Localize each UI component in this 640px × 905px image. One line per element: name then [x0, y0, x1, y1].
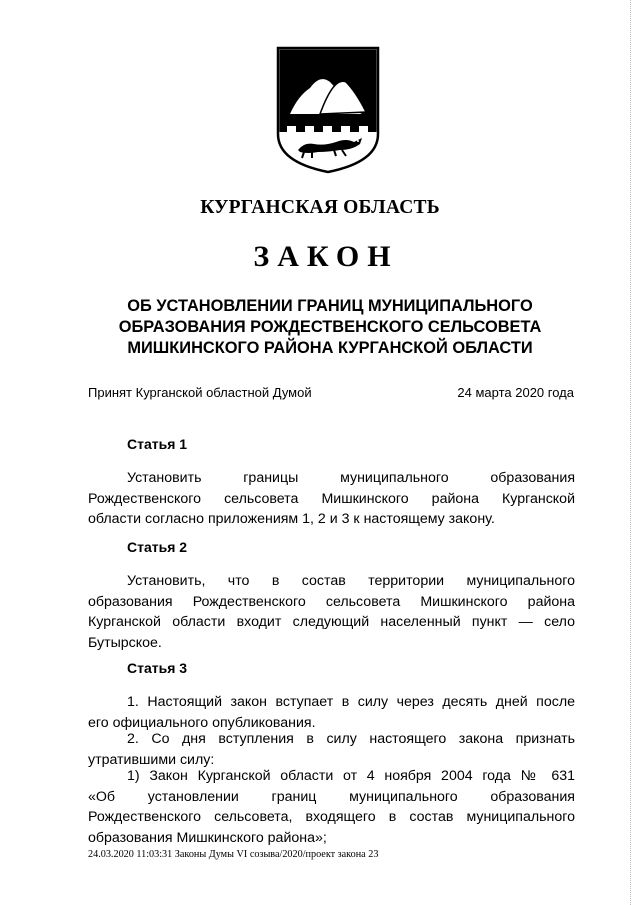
text-line: 1. Настоящий закон вступает в силу через десять дней после: [127, 694, 575, 710]
text-line: образования Мишкинского района»;: [88, 829, 327, 846]
law-subject-line: ОБ УСТАНОВЛЕНИИ ГРАНИЦ МУНИЦИПАЛЬНОГО: [127, 297, 533, 315]
text-line: утратившими силу:: [88, 751, 215, 768]
text-line: Установить, что в состав территории муниципального: [127, 573, 575, 589]
law-subject: [0, 296, 640, 359]
law-subject-line: МИШКИНСКОГО РАЙОНА КУРГАНСКОЙ ОБЛАСТИ: [127, 339, 533, 357]
article-3-para-1: [88, 692, 575, 733]
adoption-date: 24 марта 2020 года: [457, 385, 574, 400]
adoption-line: [88, 385, 574, 400]
article-3-para-3: [88, 766, 575, 848]
text-line: его официального опубликования.: [88, 714, 316, 731]
article-1-text: [88, 468, 575, 530]
text-line: 2. Со дня вступления в силу настоящего закона признать: [127, 731, 575, 747]
text-line: Бутырское.: [88, 634, 162, 651]
text-line: 1) Закон Курганской области от 4 ноября 2004 года № 631: [127, 768, 575, 784]
article-2-heading: Статья 2: [127, 539, 188, 555]
text-line: Рождественского сельсовета Мишкинского района Курганской: [88, 490, 575, 507]
article-3-heading: Статья 3: [127, 660, 188, 676]
text-line: области согласно приложениям 1, 2 и 3 к настоящему закону.: [88, 511, 495, 527]
text-line: Курганской области входит следующий населенный пункт — село: [88, 614, 575, 630]
text-line: образования Рождественского сельсовета Мишкинского района: [88, 593, 575, 610]
law-title: ЗАКОН: [253, 240, 399, 273]
document-footer: 24.03.2020 11:03:31 Законы Думы VI созыва/2020/проект закона 23: [88, 849, 379, 860]
coat-of-arms-emblem: [276, 46, 380, 174]
page-edge-line: [630, 0, 631, 905]
text-line: Установить границы муниципального образования: [127, 470, 575, 486]
article-1-heading: Статья 1: [127, 436, 188, 452]
law-subject-line: ОБРАЗОВАНИЯ РОЖДЕСТВЕНСКОГО СЕЛЬСОВЕТА: [118, 318, 542, 336]
adopted-by: Принят Курганской областной Думой: [88, 385, 312, 400]
article-2-text: [88, 571, 575, 653]
article-3-para-2: [88, 729, 575, 770]
region-name: КУРГАНСКАЯ ОБЛАСТЬ: [200, 197, 440, 218]
text-line: «Об установлении границ муниципального образования: [88, 788, 575, 805]
text-line: Рождественского сельсовета, входящего в состав муниципального: [88, 809, 575, 825]
